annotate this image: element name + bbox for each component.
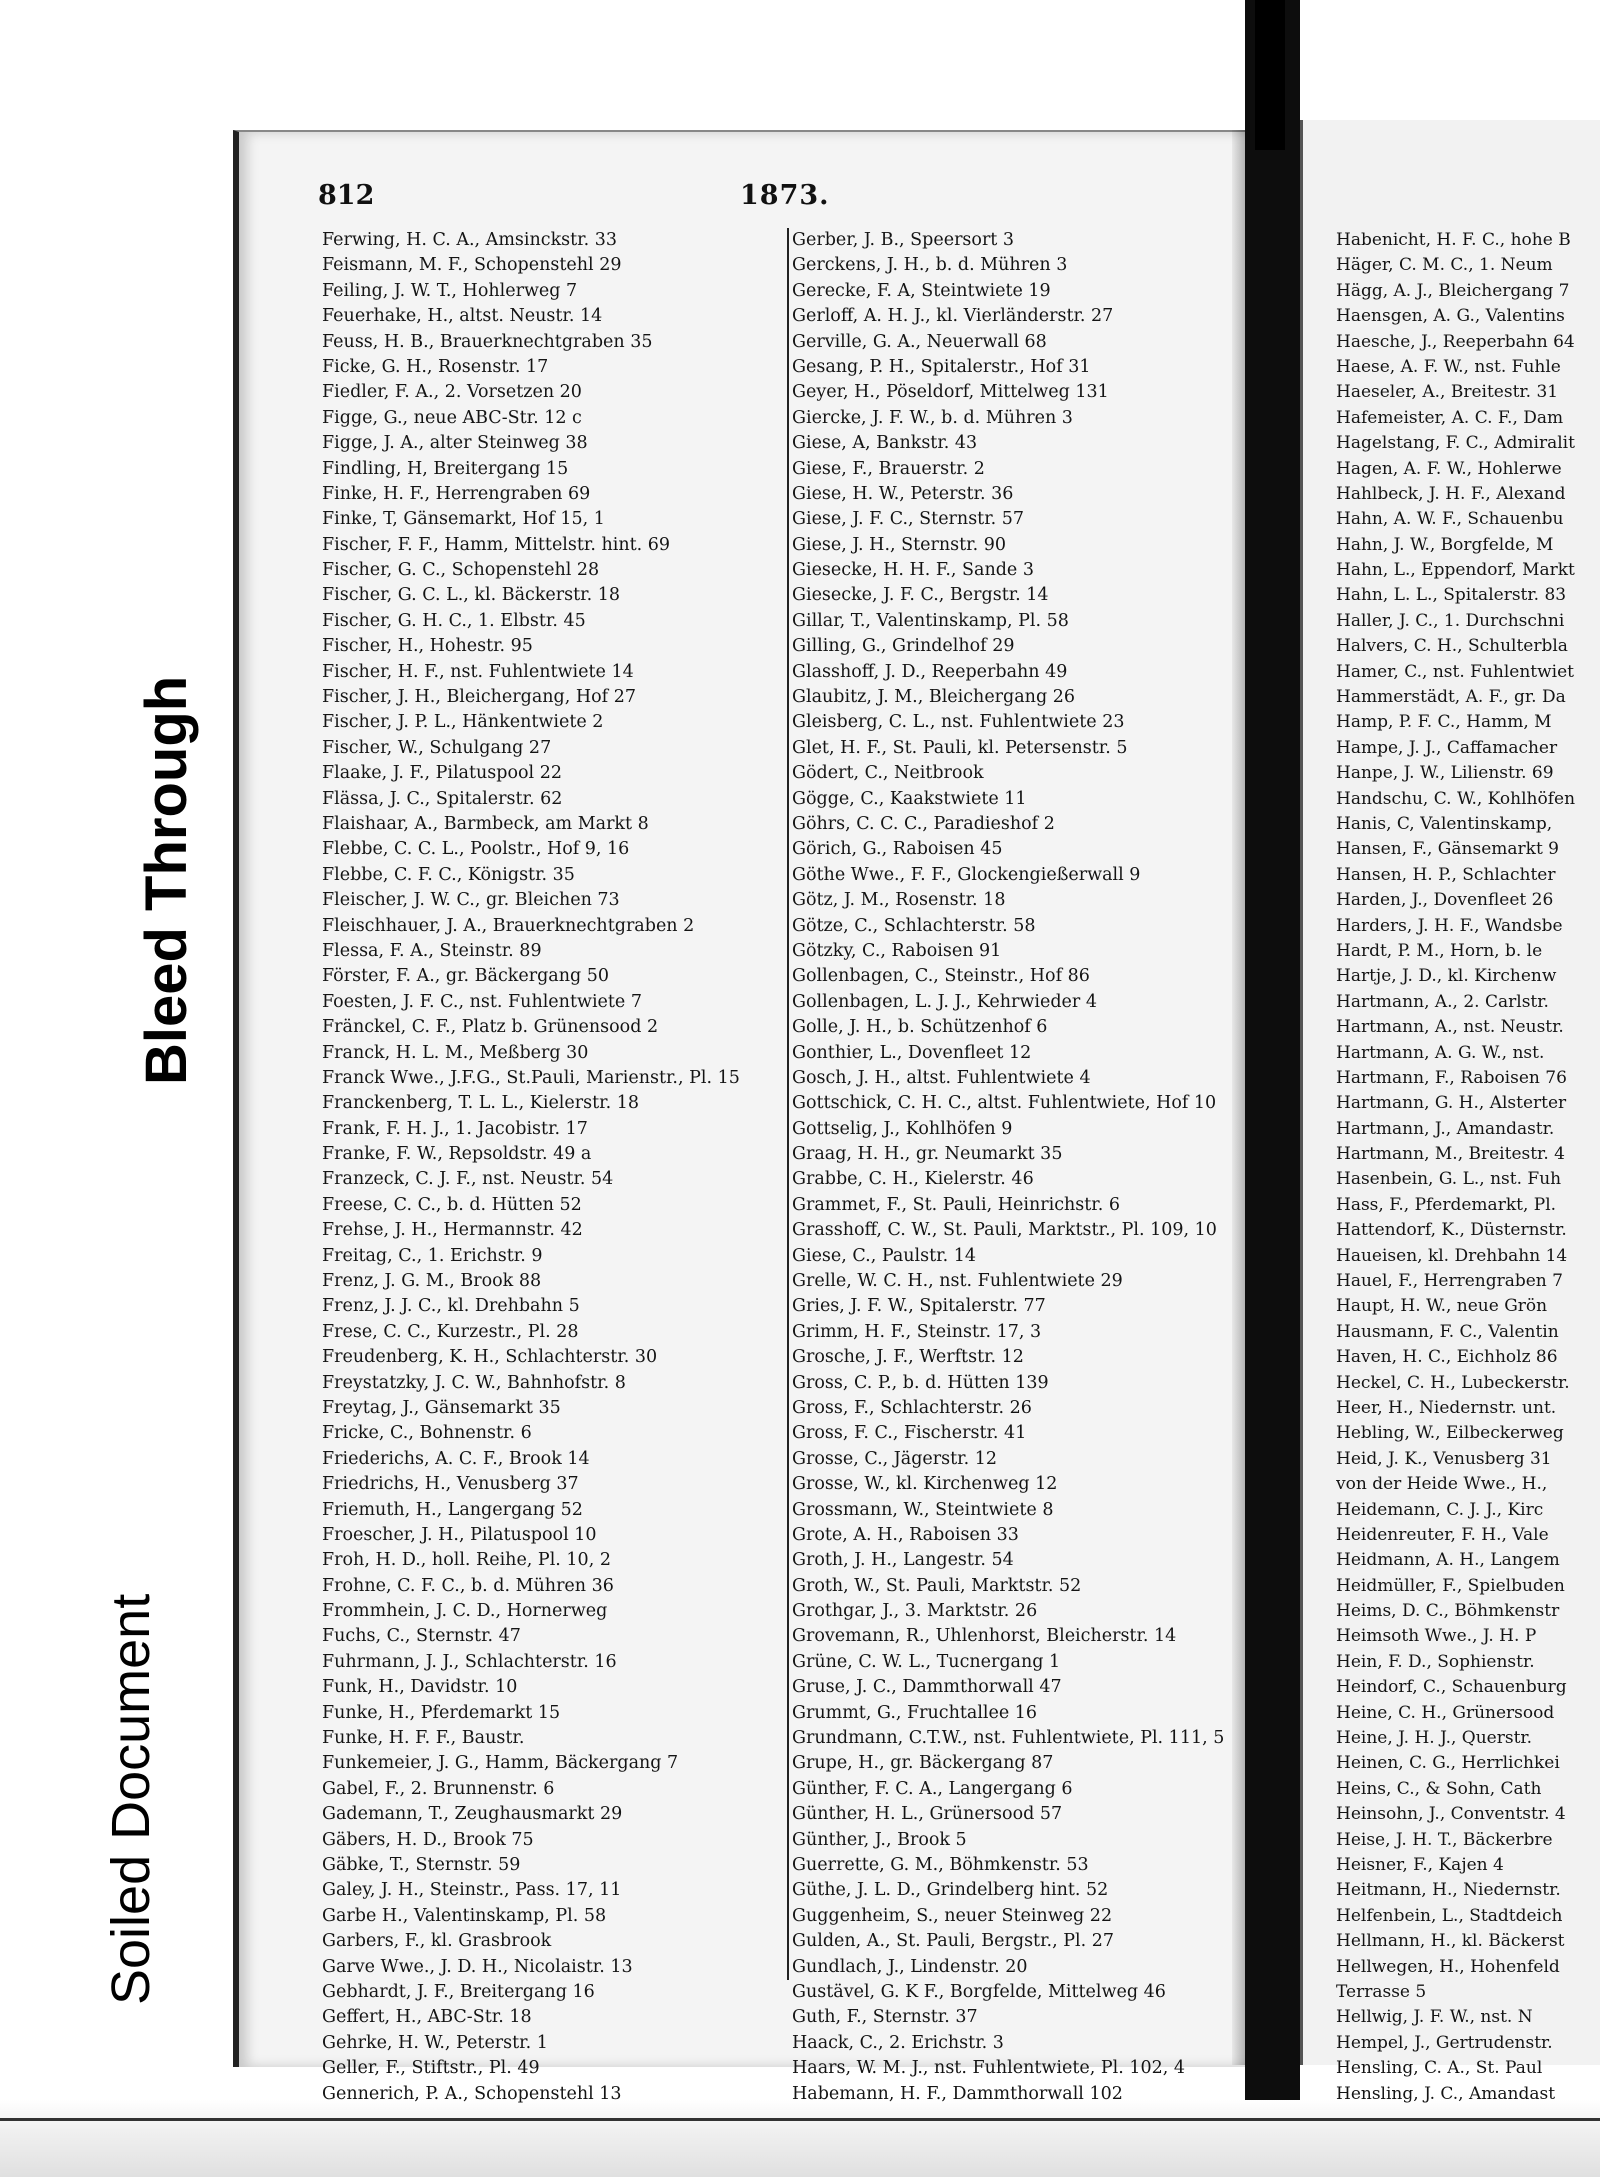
directory-entry: Gäbke, T., Sternstr. 59	[322, 1855, 521, 1875]
directory-entry: Hartmann, A., nst. Neustr.	[1336, 1017, 1564, 1038]
directory-entry: Hahlbeck, J. H. F., Alexand	[1336, 483, 1566, 504]
directory-entry: Heidmann, A. H., Langem	[1336, 1550, 1560, 1571]
directory-entry: Hahn, A. W. F., Schauenbu	[1336, 509, 1564, 530]
directory-entry: Golle, J. H., b. Schützenhof 6	[792, 1017, 1048, 1038]
directory-entry: Fischer, J. H., Bleichergang, Hof 27	[322, 687, 636, 708]
directory-entry: Gonthier, L., Dovenfleet 12	[792, 1042, 1032, 1063]
directory-entry: Giercke, J. F. W., b. d. Mühren 3	[792, 407, 1073, 428]
directory-entry: Fischer, J. P. L., Hänkentwiete 2	[322, 712, 604, 733]
directory-entry: Guth, F., Sternstr. 37	[792, 2007, 978, 2028]
directory-entry: Figge, J. A., alter Steinweg 38	[322, 433, 588, 454]
directory-entry: Haller, J. C., 1. Durchschni	[1336, 610, 1565, 631]
directory-entry: Heitmann, H., Niedernstr.	[1336, 1880, 1561, 1901]
directory-entry: Heinen, C. G., Herrlichkei	[1336, 1753, 1560, 1774]
directory-entry: Fricke, C., Bohnenstr. 6	[322, 1423, 532, 1444]
directory-entry: Geller, F., Stiftstr., Pl. 49	[322, 2058, 540, 2079]
directory-entry: Hartmann, A., 2. Carlstr.	[1336, 991, 1549, 1012]
directory-entry: Groth, W., St. Pauli, Marktstr. 52	[792, 1575, 1082, 1596]
directory-entry: Hartje, J. D., kl. Kirchenw	[1336, 966, 1557, 987]
directory-entry: Hellwegen, H., Hohenfeld	[1336, 1956, 1560, 1977]
directory-entry: Haack, C., 2. Erichstr. 3	[792, 2032, 1004, 2053]
directory-entry: Grüne, C. W. L., Tucnergang 1	[792, 1651, 1061, 1672]
directory-entry: Haensgen, A. G., Valentins	[1336, 306, 1565, 327]
directory-entry: Heims, D. C., Böhmkenstr	[1336, 1601, 1560, 1622]
directory-entry: Hensling, J. C., Amandast	[1336, 2083, 1556, 2104]
directory-entry: Flebbe, C. F. C., Königstr. 35	[322, 864, 575, 885]
directory-entry: Heer, H., Niedernstr. unt.	[1336, 1397, 1557, 1418]
directory-entry: Feuss, H. B., Brauerknechtgraben 35	[322, 331, 653, 352]
directory-entry: Gross, F. C., Fischerstr. 41	[792, 1423, 1027, 1444]
directory-entry: Gögge, C., Kaakstwiete 11	[792, 788, 1027, 809]
directory-entry: Gustävel, G. K F., Borgfelde, Mittelweg 46	[792, 1981, 1166, 2002]
directory-entry: Hartmann, J., Amandastr.	[1336, 1118, 1555, 1139]
directory-entry: Günther, H. L., Grünersood 57	[792, 1804, 1063, 1825]
directory-entry: Foesten, J. F. C., nst. Fuhlentwiete 7	[322, 991, 642, 1012]
directory-entry: Gross, F., Schlachterstr. 26	[792, 1397, 1032, 1418]
directory-entry: Giesecke, H. H. F., Sande 3	[792, 560, 1034, 581]
directory-entry: Hauel, F., Herrengraben 7	[1336, 1271, 1563, 1292]
bleed-through-label: Bleed Through	[134, 675, 199, 1085]
directory-entry: Heidemann, C. J. J., Kirc	[1336, 1499, 1544, 1520]
directory-entry: Götzky, C., Raboisen 91	[792, 940, 1002, 961]
directory-entry: Fischer, G. H. C., 1. Elbstr. 45	[322, 610, 586, 631]
directory-entry: Halvers, C. H., Schulterbla	[1336, 636, 1568, 657]
directory-entry: Hagelstang, F. C., Admiralit	[1336, 433, 1575, 454]
directory-entry: Glasshoff, J. D., Reeperbahn 49	[792, 661, 1068, 682]
directory-entry: Frohne, C. F. C., b. d. Mühren 36	[322, 1575, 614, 1596]
directory-entry: Finke, T, Gänsemarkt, Hof 15, 1	[322, 509, 605, 530]
page-year: 1873.	[740, 180, 830, 211]
directory-entry: Hausmann, F. C., Valentin	[1336, 1321, 1559, 1342]
directory-entry: Froescher, J. H., Pilatuspool 10	[322, 1524, 597, 1545]
directory-entry: Hanpe, J. W., Lilienstr. 69	[1336, 763, 1554, 784]
directory-entry: Groth, J. H., Langestr. 54	[792, 1550, 1014, 1571]
directory-entry: Heindorf, C., Schauenburg	[1336, 1677, 1567, 1698]
directory-entry: Grupe, H., gr. Bäckergang 87	[792, 1753, 1054, 1774]
directory-entry: Finke, H. F., Herrengraben 69	[322, 483, 591, 504]
directory-entry: Hanis, C, Valentinskamp,	[1336, 813, 1553, 834]
directory-entry: Froh, H. D., holl. Reihe, Pl. 10, 2	[322, 1550, 611, 1571]
directory-entry: Götze, C., Schlachterstr. 58	[792, 915, 1036, 936]
directory-entry: Grovemann, R., Uhlenhorst, Bleicherstr. 14	[792, 1626, 1177, 1647]
directory-entry: Grosse, C., Jägerstr. 12	[792, 1448, 998, 1469]
directory-entry: Heise, J. H. T., Bäckerbre	[1336, 1829, 1553, 1850]
directory-entry: Grelle, W. C. H., nst. Fuhlentwiete 29	[792, 1271, 1123, 1292]
directory-entry: Fischer, F. F., Hamm, Mittelstr. hint. 69	[322, 534, 671, 555]
directory-entry: Grasshoff, C. W., St. Pauli, Marktstr., Pl. 109, 10	[792, 1220, 1217, 1241]
directory-entry: Hattendorf, K., Düsternstr.	[1336, 1220, 1567, 1241]
directory-entry: Haueisen, kl. Drehbahn 14	[1336, 1245, 1568, 1266]
directory-entry: Giese, J. F. C., Sternstr. 57	[792, 509, 1025, 530]
directory-entry: Hartmann, G. H., Alsterter	[1336, 1093, 1567, 1114]
directory-entry: Grundmann, C.T.W., nst. Fuhlentwiete, Pl. 111, 5	[792, 1728, 1225, 1749]
directory-entry: Flässa, J. C., Spitalerstr. 62	[322, 788, 563, 809]
directory-entry: Gollenbagen, C., Steinstr., Hof 86	[792, 966, 1090, 987]
directory-entry: Hahn, L. L., Spitalerstr. 83	[1336, 585, 1567, 606]
directory-entry: Gesang, P. H., Spitalerstr., Hof 31	[792, 356, 1091, 377]
directory-entry: Hass, F., Pferdemarkt, Pl.	[1336, 1194, 1557, 1215]
directory-entry: Gerckens, J. H., b. d. Mühren 3	[792, 255, 1068, 276]
directory-entry: Franzeck, C. J. F., nst. Neustr. 54	[322, 1169, 614, 1190]
directory-entry: Hartmann, A. G. W., nst.	[1336, 1042, 1545, 1063]
directory-entry: Gabel, F., 2. Brunnenstr. 6	[322, 1778, 555, 1799]
directory-entry: Giese, H. W., Peterstr. 36	[792, 483, 1014, 504]
directory-entry: Hammerstädt, A. F., gr. Da	[1336, 687, 1566, 708]
directory-entry: Fischer, H. F., nst. Fuhlentwiete 14	[322, 661, 634, 682]
directory-entry: Hansen, F., Gänsemarkt 9	[1336, 839, 1559, 860]
directory-entry: Graag, H. H., gr. Neumarkt 35	[792, 1144, 1063, 1165]
directory-entry: Franckenberg, T. L. L., Kielerstr. 18	[322, 1093, 639, 1114]
directory-entry: Frehse, J. H., Hermannstr. 42	[322, 1220, 583, 1241]
directory-entry: Hellwig, J. F. W., nst. N	[1336, 2007, 1533, 2028]
directory-entry: Flebbe, C. C. L., Poolstr., Hof 9, 16	[322, 839, 630, 860]
directory-entry: Fischer, G. C. L., kl. Bäckerstr. 18	[322, 585, 620, 606]
directory-entry: Heine, C. H., Grünersood	[1336, 1702, 1555, 1723]
page-number: 812	[318, 180, 375, 211]
directory-entry: Hansen, H. P., Schlachter	[1336, 864, 1556, 885]
directory-entry: Grote, A. H., Raboisen 33	[792, 1524, 1019, 1545]
directory-entry: Feiling, J. W. T., Hohlerweg 7	[322, 280, 578, 301]
directory-entry: Fischer, G. C., Schopenstehl 28	[322, 560, 600, 581]
directory-entry: Grosche, J. F., Werftstr. 12	[792, 1347, 1024, 1368]
directory-entry: Gebhardt, J. F., Breitergang 16	[322, 1981, 595, 2002]
directory-entry: Hellmann, H., kl. Bäckerst	[1336, 1931, 1565, 1952]
directory-entry: Frese, C. C., Kurzestr., Pl. 28	[322, 1321, 579, 1342]
directory-entry: Grosse, W., kl. Kirchenweg 12	[792, 1474, 1058, 1495]
directory-entry: Heine, J. H. J., Querstr.	[1336, 1728, 1533, 1749]
directory-entry: Gleisberg, C. L., nst. Fuhlentwiete 23	[792, 712, 1125, 733]
directory-entry: Habenicht, H. F. C., hohe B	[1336, 230, 1571, 250]
directory-entry: Terrasse 5	[1336, 1981, 1427, 2002]
directory-entry: Glet, H. F., St. Pauli, kl. Petersenstr. 5	[792, 737, 1128, 758]
directory-entry: Heid, J. K., Venusberg 31	[1336, 1448, 1552, 1469]
directory-entry: Glaubitz, J. M., Bleichergang 26	[792, 687, 1075, 708]
directory-entry: Geyer, H., Pöseldorf, Mittelweg 131	[792, 382, 1109, 403]
directory-entry: Heimsoth Wwe., J. H. P	[1336, 1626, 1537, 1647]
directory-entry: Hamp, P. F. C., Hamm, M	[1336, 712, 1552, 733]
directory-entry: Garbers, F., kl. Grasbrook	[322, 1931, 552, 1952]
directory-entry: Funke, H., Pferdemarkt 15	[322, 1702, 561, 1723]
directory-entry: Heisner, F., Kajen 4	[1336, 1855, 1504, 1875]
directory-entry: Gerloff, A. H. J., kl. Vierländerstr. 27	[792, 306, 1114, 327]
directory-entry: Fränckel, C. F., Platz b. Grünensood 2	[322, 1017, 659, 1038]
directory-entry: Grabbe, C. H., Kielerstr. 46	[792, 1169, 1034, 1190]
directory-entry: Haven, H. C., Eichholz 86	[1336, 1347, 1558, 1368]
directory-entry: Friederichs, A. C. F., Brook 14	[322, 1448, 590, 1469]
directory-entry: Harden, J., Dovenfleet 26	[1336, 890, 1554, 911]
directory-entry: Hempel, J., Gertrudenstr.	[1336, 2032, 1553, 2053]
directory-entry: Hägg, A. J., Bleichergang 7	[1336, 280, 1570, 301]
directory-entry: Göthe Wwe., F. F., Glockengießerwall 9	[792, 864, 1141, 885]
directory-entry: Güthe, J. L. D., Grindelberg hint. 52	[792, 1880, 1109, 1901]
directory-entry: Haupt, H. W., neue Grön	[1336, 1296, 1548, 1317]
directory-entry: Harders, J. H. F., Wandsbe	[1336, 915, 1563, 936]
directory-entry: Funke, H. F. F., Baustr.	[322, 1728, 525, 1749]
directory-entry: Fiedler, F. A., 2. Vorsetzen 20	[322, 382, 582, 403]
directory-entry: Gulden, A., St. Pauli, Bergstr., Pl. 27	[792, 1931, 1114, 1952]
directory-entry: Friemuth, H., Langergang 52	[322, 1499, 583, 1520]
directory-entry: Fuhrmann, J. J., Schlachterstr. 16	[322, 1651, 617, 1672]
directory-entry: Feuerhake, H., altst. Neustr. 14	[322, 306, 603, 327]
directory-entry: Friedrichs, H., Venusberg 37	[322, 1474, 579, 1495]
directory-entry: Heidenreuter, F. H., Vale	[1336, 1524, 1549, 1545]
directory-entry: Gottselig, J., Kohlhöfen 9	[792, 1118, 1013, 1139]
directory-entry: Frenz, J. G. M., Brook 88	[322, 1271, 542, 1292]
directory-entry: Franke, F. W., Repsoldstr. 49 a	[322, 1144, 592, 1165]
scanner-bottom-line	[0, 2118, 1600, 2121]
directory-entry: Gennerich, P. A., Schopenstehl 13	[322, 2083, 622, 2104]
directory-entry: Hasenbein, G. L., nst. Fuh	[1336, 1169, 1562, 1190]
directory-entry: Götz, J. M., Rosenstr. 18	[792, 890, 1006, 911]
directory-entry: Guggenheim, S., neuer Steinweg 22	[792, 1905, 1113, 1926]
directory-entry: Guerrette, G. M., Böhmkenstr. 53	[792, 1855, 1089, 1875]
directory-entry: Haesche, J., Reeperbahn 64	[1336, 331, 1575, 352]
directory-column-right	[1336, 228, 1600, 2107]
directory-entry: Fuchs, C., Sternstr. 47	[322, 1626, 521, 1647]
directory-entry: Fischer, W., Schulgang 27	[322, 737, 552, 758]
directory-entry: Grammet, F., St. Pauli, Heinrichstr. 6	[792, 1194, 1120, 1215]
directory-entry: Gäbers, H. D., Brook 75	[322, 1829, 534, 1850]
directory-entry: Flaake, J. F., Pilatuspool 22	[322, 763, 562, 784]
directory-entry: Frank, F. H. J., 1. Jacobistr. 17	[322, 1118, 588, 1139]
directory-column-left	[322, 228, 782, 2107]
directory-entry: Hein, F. D., Sophienstr.	[1336, 1651, 1535, 1672]
directory-entry: von der Heide Wwe., H.,	[1336, 1474, 1548, 1495]
directory-entry: Hagen, A. F. W., Hohlerwe	[1336, 458, 1562, 479]
directory-entry: Franck, H. L. M., Meßberg 30	[322, 1042, 589, 1063]
directory-entry: Freudenberg, K. H., Schlachterstr. 30	[322, 1347, 658, 1368]
directory-entry: Ficke, G. H., Rosenstr. 17	[322, 356, 549, 377]
directory-entry: Garve Wwe., J. D. H., Nicolaistr. 13	[322, 1956, 633, 1977]
directory-entry: Habemann, H. F., Dammthorwall 102	[792, 2083, 1123, 2104]
binding-edge	[1245, 0, 1300, 2177]
directory-entry: Fleischer, J. W. C., gr. Bleichen 73	[322, 890, 620, 911]
directory-entry: Heidmüller, F., Spielbuden	[1336, 1575, 1565, 1596]
directory-entry: Häger, C. M. C., 1. Neum	[1336, 255, 1553, 276]
directory-entry: Freytag, J., Gänsemarkt 35	[322, 1397, 561, 1418]
directory-entry: Helfenbein, L., Stadtdeich	[1336, 1905, 1563, 1926]
directory-entry: Gerville, G. A., Neuerwall 68	[792, 331, 1047, 352]
directory-entry: Hafemeister, A. C. F., Dam	[1336, 407, 1564, 428]
directory-entry: Gross, C. P., b. d. Hütten 139	[792, 1372, 1049, 1393]
directory-entry: Giese, A, Bankstr. 43	[792, 433, 978, 454]
directory-entry: Gademann, T., Zeughausmarkt 29	[322, 1804, 623, 1825]
column-divider	[787, 228, 789, 1980]
directory-entry: Findling, H, Breitergang 15	[322, 458, 569, 479]
directory-column-middle	[792, 228, 1252, 2107]
directory-entry: Haese, A. F. W., nst. Fuhle	[1336, 356, 1561, 377]
directory-entry: Günther, J., Brook 5	[792, 1829, 967, 1850]
directory-entry: Hamer, C., nst. Fuhlentwiet	[1336, 661, 1574, 682]
directory-entry: Görich, G., Raboisen 45	[792, 839, 1003, 860]
directory-entry: Gerecke, F. A, Steintwiete 19	[792, 280, 1051, 301]
directory-entry: Gehrke, H. W., Peterstr. 1	[322, 2032, 548, 2053]
directory-entry: Gosch, J. H., altst. Fuhlentwiete 4	[792, 1067, 1091, 1088]
directory-entry: Geffert, H., ABC-Str. 18	[322, 2007, 532, 2028]
directory-entry: Hensling, C. A., St. Paul	[1336, 2058, 1543, 2079]
soiled-document-label: Soiled Document	[101, 1593, 161, 2005]
directory-entry: Heins, C., & Sohn, Cath	[1336, 1778, 1542, 1799]
directory-entry: Galey, J. H., Steinstr., Pass. 17, 11	[322, 1880, 622, 1901]
directory-entry: Flessa, F. A., Steinstr. 89	[322, 940, 542, 961]
directory-entry: Freystatzky, J. C. W., Bahnhofstr. 8	[322, 1372, 626, 1393]
directory-entry: Göhrs, C. C. C., Paradieshof 2	[792, 813, 1055, 834]
directory-entry: Giesecke, J. F. C., Bergstr. 14	[792, 585, 1049, 606]
directory-entry: Hardt, P. M., Horn, b. le	[1336, 940, 1543, 961]
directory-entry: Grothgar, J., 3. Marktstr. 26	[792, 1601, 1038, 1622]
directory-entry: Gries, J. F. W., Spitalerstr. 77	[792, 1296, 1046, 1317]
scanner-bottom-band	[0, 2100, 1600, 2177]
directory-entry: Garbe H., Valentinskamp, Pl. 58	[322, 1905, 607, 1926]
directory-entry: Grossmann, W., Steintwiete 8	[792, 1499, 1054, 1520]
directory-entry: Freitag, C., 1. Erichstr. 9	[322, 1245, 543, 1266]
directory-entry: Grimm, H. F., Steinstr. 17, 3	[792, 1321, 1042, 1342]
directory-entry: Frommhein, J. C. D., Hornerweg	[322, 1601, 608, 1622]
directory-entry: Ferwing, H. C. A., Amsinckstr. 33	[322, 230, 618, 250]
directory-entry: Fischer, H., Hohestr. 95	[322, 636, 533, 657]
directory-entry: Haars, W. M. J., nst. Fuhlentwiete, Pl. 102, 4	[792, 2058, 1185, 2079]
directory-entry: Hahn, L., Eppendorf, Markt	[1336, 560, 1575, 581]
directory-entry: Freese, C. C., b. d. Hütten 52	[322, 1194, 582, 1215]
directory-entry: Figge, G., neue ABC-Str. 12 c	[322, 407, 582, 428]
directory-entry: Funk, H., Davidstr. 10	[322, 1677, 518, 1698]
directory-entry: Gerber, J. B., Speersort 3	[792, 230, 1015, 250]
directory-entry: Gundlach, J., Lindenstr. 20	[792, 1956, 1028, 1977]
directory-entry: Handschu, C. W., Kohlhöfen	[1336, 788, 1576, 809]
directory-entry: Frenz, J. J. C., kl. Drehbahn 5	[322, 1296, 580, 1317]
directory-entry: Hartmann, M., Breitestr. 4	[1336, 1144, 1565, 1165]
directory-entry: Fleischhauer, J. A., Brauerknechtgraben 2	[322, 915, 695, 936]
directory-entry: Feismann, M. F., Schopenstehl 29	[322, 255, 622, 276]
directory-entry: Günther, F. C. A., Langergang 6	[792, 1778, 1073, 1799]
directory-entry: Giese, F., Brauerstr. 2	[792, 458, 985, 479]
directory-entry: Hebling, W., Eilbeckerweg	[1336, 1423, 1564, 1444]
directory-entry: Gilling, G., Grindelhof 29	[792, 636, 1015, 657]
directory-entry: Hahn, J. W., Borgfelde, M	[1336, 534, 1554, 555]
directory-entry: Heckel, C. H., Lubeckerstr.	[1336, 1372, 1570, 1393]
directory-entry: Gottschick, C. H. C., altst. Fuhlentwiete, Hof 10	[792, 1093, 1217, 1114]
directory-entry: Franck Wwe., J.F.G., St.Pauli, Marienstr., Pl. 15	[322, 1067, 740, 1088]
directory-entry: Grummt, G., Fruchtallee 16	[792, 1702, 1038, 1723]
directory-entry: Gödert, C., Neitbrook	[792, 763, 984, 784]
directory-entry: Gollenbagen, L. J. J., Kehrwieder 4	[792, 991, 1097, 1012]
directory-entry: Haeseler, A., Breitestr. 31	[1336, 382, 1559, 403]
directory-entry: Förster, F. A., gr. Bäckergang 50	[322, 966, 610, 987]
binding-edge-top	[1255, 0, 1285, 150]
directory-entry: Hartmann, F., Raboisen 76	[1336, 1067, 1567, 1088]
directory-entry: Giese, J. H., Sternstr. 90	[792, 534, 1006, 555]
directory-entry: Gillar, T., Valentinskamp, Pl. 58	[792, 610, 1069, 631]
directory-entry: Gruse, J. C., Dammthorwall 47	[792, 1677, 1062, 1698]
directory-entry: Giese, C., Paulstr. 14	[792, 1245, 976, 1266]
directory-entry: Heinsohn, J., Conventstr. 4	[1336, 1804, 1566, 1825]
directory-entry: Hampe, J. J., Caffamacher	[1336, 737, 1558, 758]
directory-entry: Flaishaar, A., Barmbeck, am Markt 8	[322, 813, 649, 834]
directory-entry: Funkemeier, J. G., Hamm, Bäckergang 7	[322, 1753, 679, 1774]
